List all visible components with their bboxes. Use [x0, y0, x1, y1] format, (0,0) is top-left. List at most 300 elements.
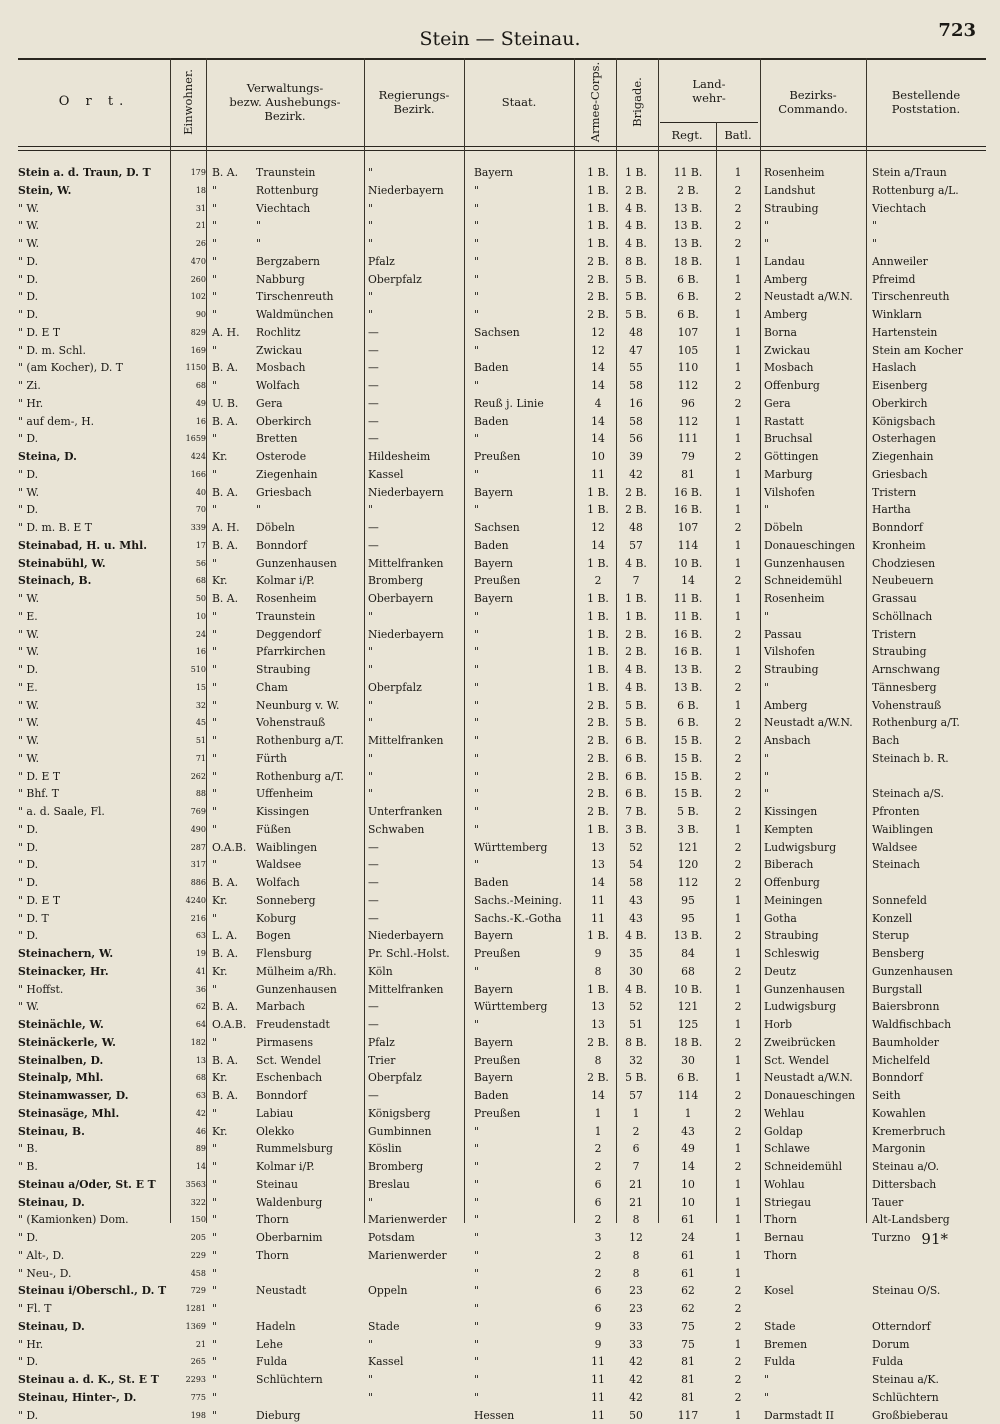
- brigade-cell: 48: [616, 324, 656, 342]
- bezirkscommando-cell: Ludwigsburg: [764, 839, 868, 857]
- brigade-cell: 50: [616, 1407, 656, 1424]
- staat-cell: Preußen: [474, 572, 574, 590]
- table-row: [0, 1336, 1000, 1354]
- einwohner-cell: 36: [170, 981, 206, 999]
- landwehr-batl-cell: 2: [718, 1353, 758, 1371]
- staat-cell: ": [474, 253, 574, 271]
- einwohner-cell: 68: [170, 1069, 206, 1087]
- table-row: [0, 200, 1000, 218]
- staat-cell: Baden: [474, 874, 574, 892]
- einwohner-cell: 49: [170, 395, 206, 413]
- bezirk-cell: ": [256, 217, 360, 235]
- poststation-cell: Fulda: [872, 1353, 992, 1371]
- armeecorps-cell: 2 B.: [578, 697, 618, 715]
- landwehr-batl-cell: 1: [718, 555, 758, 573]
- verwaltungsart-cell: Kr.: [212, 892, 256, 910]
- staat-cell: ": [474, 1123, 574, 1141]
- armeecorps-cell: 2: [578, 1158, 618, 1176]
- brigade-cell: 4 B.: [616, 679, 656, 697]
- ort-cell: Steinau a. d. K., St. E T: [18, 1371, 180, 1389]
- landwehr-regt-cell: 75: [660, 1318, 716, 1336]
- landwehr-regt-cell: 112: [660, 377, 716, 395]
- einwohner-cell: 216: [170, 910, 206, 928]
- table-row: [0, 714, 1000, 732]
- table-row: [0, 1016, 1000, 1034]
- einwohner-cell: 265: [170, 1353, 206, 1371]
- verwaltungsart-cell: B. A.: [212, 413, 256, 431]
- bezirkscommando-cell: Offenburg: [764, 874, 868, 892]
- regierungsbezirk-cell: Pfalz: [368, 1034, 464, 1052]
- brigade-cell: 52: [616, 839, 656, 857]
- armeecorps-cell: 13: [578, 856, 618, 874]
- landwehr-regt-cell: 61: [660, 1211, 716, 1229]
- landwehr-regt-cell: 121: [660, 998, 716, 1016]
- bezirk-cell: ": [256, 235, 360, 253]
- regierungsbezirk-cell: ": [368, 1336, 464, 1354]
- brigade-cell: 1: [616, 1105, 656, 1123]
- einwohner-cell: 26: [170, 235, 206, 253]
- einwohner-cell: 1150: [170, 359, 206, 377]
- bezirkscommando-cell: ": [764, 750, 868, 768]
- bezirk-cell: Freudenstadt: [256, 1016, 360, 1034]
- landwehr-batl-cell: 2: [718, 448, 758, 466]
- staat-cell: ": [474, 306, 574, 324]
- poststation-cell: Viechtach: [872, 200, 992, 218]
- armeecorps-cell: 14: [578, 359, 618, 377]
- verwaltungsart-cell: Kr.: [212, 963, 256, 981]
- landwehr-batl-cell: 1: [718, 821, 758, 839]
- regierungsbezirk-cell: ": [368, 1389, 464, 1407]
- regierungsbezirk-cell: Potsdam: [368, 1229, 464, 1247]
- landwehr-batl-cell: 1: [718, 697, 758, 715]
- regierungsbezirk-cell: —: [368, 395, 464, 413]
- verwaltungsart-cell: ": [212, 643, 256, 661]
- col-header-regt: Regt.: [658, 124, 716, 146]
- landwehr-batl-cell: 2: [718, 519, 758, 537]
- regierungsbezirk-cell: Niederbayern: [368, 626, 464, 644]
- poststation-cell: Großbieberau: [872, 1407, 992, 1424]
- table-row: [0, 981, 1000, 999]
- verwaltungsart-cell: ": [212, 1407, 256, 1424]
- table-row: [0, 288, 1000, 306]
- bezirkscommando-cell: Meiningen: [764, 892, 868, 910]
- brigade-cell: 51: [616, 1016, 656, 1034]
- poststation-cell: Tännesberg: [872, 679, 992, 697]
- landwehr-batl-cell: 2: [718, 874, 758, 892]
- poststation-cell: Vohenstrauß: [872, 697, 992, 715]
- brigade-cell: 58: [616, 377, 656, 395]
- ort-cell: " Bhf. T: [18, 785, 180, 803]
- col-header-batl: Batl.: [716, 124, 760, 146]
- verwaltungsart-cell: ": [212, 732, 256, 750]
- landwehr-batl-cell: 2: [718, 377, 758, 395]
- armeecorps-cell: 12: [578, 324, 618, 342]
- ort-cell: " W.: [18, 484, 180, 502]
- brigade-cell: 43: [616, 910, 656, 928]
- poststation-cell: Königsbach: [872, 413, 992, 431]
- verwaltungsart-cell: ": [212, 1247, 256, 1265]
- ort-cell: " D.: [18, 856, 180, 874]
- staat-cell: Bayern: [474, 590, 574, 608]
- table-row: [0, 910, 1000, 928]
- bezirkscommando-cell: Bruchsal: [764, 430, 868, 448]
- poststation-cell: Kremerbruch: [872, 1123, 992, 1141]
- staat-cell: Bayern: [474, 164, 574, 182]
- table-row: [0, 626, 1000, 644]
- poststation-cell: Kowahlen: [872, 1105, 992, 1123]
- table-row: [0, 1389, 1000, 1407]
- landwehr-regt-cell: 13 B.: [660, 679, 716, 697]
- armeecorps-cell: 1 B.: [578, 927, 618, 945]
- bezirkscommando-cell: Döbeln: [764, 519, 868, 537]
- signature-mark: 91*: [921, 1230, 948, 1248]
- brigade-cell: 5 B.: [616, 1069, 656, 1087]
- staat-cell: ": [474, 803, 574, 821]
- einwohner-cell: 17: [170, 537, 206, 555]
- staat-cell: ": [474, 768, 574, 786]
- ort-cell: " D.: [18, 874, 180, 892]
- landwehr-regt-cell: 13 B.: [660, 927, 716, 945]
- poststation-cell: Konzell: [872, 910, 992, 928]
- ort-cell: " D.: [18, 253, 180, 271]
- brigade-cell: 21: [616, 1194, 656, 1212]
- bezirk-cell: Kolmar i/P.: [256, 1158, 360, 1176]
- col-header-brigade: Brigade.: [616, 60, 658, 144]
- landwehr-regt-cell: 15 B.: [660, 785, 716, 803]
- einwohner-cell: 182: [170, 1034, 206, 1052]
- bezirk-cell: Zwickau: [256, 342, 360, 360]
- table-row: [0, 1123, 1000, 1141]
- einwohner-cell: 24: [170, 626, 206, 644]
- col-header-staat: Staat.: [464, 60, 574, 144]
- bezirkscommando-cell: Schleswig: [764, 945, 868, 963]
- landwehr-regt-cell: 61: [660, 1265, 716, 1283]
- verwaltungsart-cell: ": [212, 235, 256, 253]
- table-row: [0, 342, 1000, 360]
- bezirk-cell: Uffenheim: [256, 785, 360, 803]
- ort-cell: " D.: [18, 306, 180, 324]
- verwaltungsart-cell: ": [212, 1158, 256, 1176]
- einwohner-cell: 470: [170, 253, 206, 271]
- armeecorps-cell: 6: [578, 1194, 618, 1212]
- einwohner-cell: 51: [170, 732, 206, 750]
- regierungsbezirk-cell: Oberpfalz: [368, 679, 464, 697]
- staat-cell: ": [474, 1318, 574, 1336]
- regierungsbezirk-cell: Köln: [368, 963, 464, 981]
- poststation-cell: Rothenburg a/T.: [872, 714, 992, 732]
- table-row: [0, 998, 1000, 1016]
- ort-cell: " W.: [18, 235, 180, 253]
- brigade-cell: 57: [616, 1087, 656, 1105]
- einwohner-cell: 18: [170, 182, 206, 200]
- regierungsbezirk-cell: ": [368, 785, 464, 803]
- armeecorps-cell: 9: [578, 1318, 618, 1336]
- landwehr-regt-cell: 13 B.: [660, 235, 716, 253]
- landwehr-regt-cell: 6 B.: [660, 1069, 716, 1087]
- col-header-landwehr: Land- wehr-: [658, 60, 760, 122]
- regierungsbezirk-cell: —: [368, 892, 464, 910]
- table-row: [0, 572, 1000, 590]
- landwehr-regt-cell: 15 B.: [660, 768, 716, 786]
- bezirkscommando-cell: Neustadt a/W.N.: [764, 1069, 868, 1087]
- bezirk-cell: Pfarrkirchen: [256, 643, 360, 661]
- landwehr-batl-cell: 2: [718, 785, 758, 803]
- table-row: [0, 359, 1000, 377]
- brigade-cell: 23: [616, 1282, 656, 1300]
- ort-cell: " (am Kocher), D. T: [18, 359, 180, 377]
- staat-cell: Württemberg: [474, 998, 574, 1016]
- staat-cell: ": [474, 732, 574, 750]
- landwehr-batl-cell: 1: [718, 253, 758, 271]
- armeecorps-cell: 2 B.: [578, 288, 618, 306]
- table-row: [0, 1211, 1000, 1229]
- landwehr-batl-cell: 1: [718, 359, 758, 377]
- staat-cell: Bayern: [474, 484, 574, 502]
- bezirk-cell: Vohenstrauß: [256, 714, 360, 732]
- landwehr-regt-cell: 11 B.: [660, 608, 716, 626]
- staat-cell: Baden: [474, 413, 574, 431]
- brigade-cell: 42: [616, 1353, 656, 1371]
- landwehr-batl-cell: 1: [718, 1194, 758, 1212]
- landwehr-regt-cell: 11 B.: [660, 590, 716, 608]
- landwehr-batl-cell: 1: [718, 1229, 758, 1247]
- col-header-bezirkscommando: Bezirks- Commando.: [760, 60, 866, 144]
- landwehr-regt-cell: 16 B.: [660, 626, 716, 644]
- landwehr-batl-cell: 2: [718, 750, 758, 768]
- table-row: [0, 874, 1000, 892]
- bezirkscommando-cell: ": [764, 768, 868, 786]
- staat-cell: ": [474, 643, 574, 661]
- verwaltungsart-cell: ": [212, 1336, 256, 1354]
- bezirk-cell: Olekko: [256, 1123, 360, 1141]
- bezirk-cell: Marbach: [256, 998, 360, 1016]
- bezirkscommando-cell: Horb: [764, 1016, 868, 1034]
- verwaltungsart-cell: ": [212, 1140, 256, 1158]
- regierungsbezirk-cell: —: [368, 430, 464, 448]
- verwaltungsart-cell: ": [212, 271, 256, 289]
- poststation-cell: Baiersbronn: [872, 998, 992, 1016]
- table-row: [0, 1158, 1000, 1176]
- armeecorps-cell: 2 B.: [578, 1034, 618, 1052]
- poststation-cell: Haslach: [872, 359, 992, 377]
- landwehr-regt-cell: 125: [660, 1016, 716, 1034]
- armeecorps-cell: 1 B.: [578, 661, 618, 679]
- ort-cell: " D.: [18, 927, 180, 945]
- regierungsbezirk-cell: Bromberg: [368, 572, 464, 590]
- ort-cell: " auf dem-, H.: [18, 413, 180, 431]
- bezirk-cell: Neunburg v. W.: [256, 697, 360, 715]
- staat-cell: Preußen: [474, 448, 574, 466]
- bezirk-cell: Nabburg: [256, 271, 360, 289]
- armeecorps-cell: 10: [578, 448, 618, 466]
- col-header-verwaltung: Verwaltungs- bezw. Aushebungs- Bezirk.: [206, 60, 364, 144]
- armeecorps-cell: 2 B.: [578, 785, 618, 803]
- table-row: [0, 324, 1000, 342]
- regierungsbezirk-cell: —: [368, 856, 464, 874]
- bezirk-cell: Labiau: [256, 1105, 360, 1123]
- verwaltungsart-cell: ": [212, 555, 256, 573]
- col-header-ort: O r t.: [18, 60, 170, 144]
- verwaltungsart-cell: ": [212, 1211, 256, 1229]
- einwohner-cell: 169: [170, 342, 206, 360]
- table-row: [0, 377, 1000, 395]
- table-row: [0, 253, 1000, 271]
- bezirk-cell: Rothenburg a/T.: [256, 732, 360, 750]
- armeecorps-cell: 2: [578, 572, 618, 590]
- table-row: [0, 1176, 1000, 1194]
- landwehr-regt-cell: 120: [660, 856, 716, 874]
- landwehr-regt-cell: 81: [660, 466, 716, 484]
- table-row: [0, 1034, 1000, 1052]
- brigade-cell: 21: [616, 1176, 656, 1194]
- armeecorps-cell: 2 B.: [578, 714, 618, 732]
- regierungsbezirk-cell: Marienwerder: [368, 1247, 464, 1265]
- staat-cell: Sachs.-Meining.: [474, 892, 574, 910]
- landwehr-regt-cell: 15 B.: [660, 732, 716, 750]
- einwohner-cell: 490: [170, 821, 206, 839]
- einwohner-cell: 287: [170, 839, 206, 857]
- landwehr-regt-cell: 14: [660, 572, 716, 590]
- armeecorps-cell: 2 B.: [578, 253, 618, 271]
- staat-cell: ": [474, 1336, 574, 1354]
- bezirk-cell: Fulda: [256, 1353, 360, 1371]
- armeecorps-cell: 1 B.: [578, 235, 618, 253]
- bezirkscommando-cell: Fulda: [764, 1353, 868, 1371]
- staat-cell: Sachsen: [474, 324, 574, 342]
- brigade-cell: 1 B.: [616, 608, 656, 626]
- bezirkscommando-cell: Amberg: [764, 697, 868, 715]
- ort-cell: Steinau, B.: [18, 1123, 180, 1141]
- staat-cell: Baden: [474, 537, 574, 555]
- landwehr-batl-cell: 2: [718, 1034, 758, 1052]
- verwaltungsart-cell: B. A.: [212, 359, 256, 377]
- ort-cell: " D. E T: [18, 892, 180, 910]
- bezirk-cell: Griesbach: [256, 484, 360, 502]
- einwohner-cell: 21: [170, 1336, 206, 1354]
- regierungsbezirk-cell: Königsberg: [368, 1105, 464, 1123]
- table-row: [0, 555, 1000, 573]
- ort-cell: " D.: [18, 1353, 180, 1371]
- ort-cell: " D. T: [18, 910, 180, 928]
- regierungsbezirk-cell: Breslau: [368, 1176, 464, 1194]
- brigade-cell: 7: [616, 572, 656, 590]
- landwehr-regt-cell: 68: [660, 963, 716, 981]
- ort-cell: Steina, D.: [18, 448, 180, 466]
- brigade-cell: 2 B.: [616, 182, 656, 200]
- bezirkscommando-cell: Offenburg: [764, 377, 868, 395]
- armeecorps-cell: 2 B.: [578, 306, 618, 324]
- landwehr-regt-cell: 107: [660, 324, 716, 342]
- landwehr-regt-cell: 107: [660, 519, 716, 537]
- einwohner-cell: 13: [170, 1052, 206, 1070]
- table-row: [0, 217, 1000, 235]
- einwohner-cell: 15: [170, 679, 206, 697]
- armeecorps-cell: 2: [578, 1211, 618, 1229]
- landwehr-batl-cell: 2: [718, 1282, 758, 1300]
- einwohner-cell: 62: [170, 998, 206, 1016]
- staat-cell: ": [474, 714, 574, 732]
- landwehr-batl-cell: 1: [718, 590, 758, 608]
- table-row: [0, 1318, 1000, 1336]
- regierungsbezirk-cell: Niederbayern: [368, 484, 464, 502]
- ort-cell: " Zi.: [18, 377, 180, 395]
- bezirkscommando-cell: ": [764, 235, 868, 253]
- verwaltungsart-cell: ": [212, 288, 256, 306]
- verwaltungsart-cell: ": [212, 306, 256, 324]
- verwaltungsart-cell: ": [212, 1105, 256, 1123]
- bezirk-cell: Flensburg: [256, 945, 360, 963]
- bezirk-cell: Kissingen: [256, 803, 360, 821]
- staat-cell: ": [474, 1176, 574, 1194]
- landwehr-batl-cell: 2: [718, 963, 758, 981]
- bezirk-cell: Mosbach: [256, 359, 360, 377]
- staat-cell: ": [474, 1389, 574, 1407]
- verwaltungsart-cell: ": [212, 377, 256, 395]
- verwaltungsart-cell: O.A.B.: [212, 839, 256, 857]
- bezirk-cell: Waldsee: [256, 856, 360, 874]
- table-row: [0, 643, 1000, 661]
- ort-cell: " B.: [18, 1140, 180, 1158]
- poststation-cell: Steinach: [872, 856, 992, 874]
- poststation-cell: Alt-Landsberg: [872, 1211, 992, 1229]
- armeecorps-cell: 1: [578, 1123, 618, 1141]
- poststation-cell: Grassau: [872, 590, 992, 608]
- landwehr-regt-cell: 6 B.: [660, 271, 716, 289]
- landwehr-regt-cell: 18 B.: [660, 1034, 716, 1052]
- staat-cell: Bayern: [474, 1034, 574, 1052]
- landwehr-regt-cell: 16 B.: [660, 501, 716, 519]
- table-row: [0, 484, 1000, 502]
- einwohner-cell: 70: [170, 501, 206, 519]
- armeecorps-cell: 1 B.: [578, 679, 618, 697]
- regierungsbezirk-cell: ": [368, 697, 464, 715]
- brigade-cell: 33: [616, 1336, 656, 1354]
- ort-cell: Steinau, Hinter-, D.: [18, 1389, 180, 1407]
- brigade-cell: 8: [616, 1211, 656, 1229]
- poststation-cell: Bach: [872, 732, 992, 750]
- poststation-cell: Hartenstein: [872, 324, 992, 342]
- table-row: [0, 271, 1000, 289]
- brigade-cell: 5 B.: [616, 697, 656, 715]
- staat-cell: ": [474, 200, 574, 218]
- landwehr-batl-cell: 2: [718, 1371, 758, 1389]
- verwaltungsart-cell: B. A.: [212, 1087, 256, 1105]
- brigade-cell: 3 B.: [616, 821, 656, 839]
- bezirkscommando-cell: Goldap: [764, 1123, 868, 1141]
- bezirk-cell: Lehe: [256, 1336, 360, 1354]
- bezirkscommando-cell: ": [764, 1389, 868, 1407]
- verwaltungsart-cell: B. A.: [212, 1052, 256, 1070]
- armeecorps-cell: 11: [578, 466, 618, 484]
- landwehr-regt-cell: 15 B.: [660, 750, 716, 768]
- poststation-cell: Seith: [872, 1087, 992, 1105]
- table-row: [0, 430, 1000, 448]
- verwaltungsart-cell: ": [212, 785, 256, 803]
- bezirkscommando-cell: Marburg: [764, 466, 868, 484]
- poststation-cell: Tauer: [872, 1194, 992, 1212]
- staat-cell: ": [474, 1140, 574, 1158]
- table-row: [0, 501, 1000, 519]
- regierungsbezirk-cell: Mittelfranken: [368, 555, 464, 573]
- armeecorps-cell: 1 B.: [578, 182, 618, 200]
- landwehr-batl-cell: 2: [718, 1389, 758, 1407]
- bezirk-cell: Thorn: [256, 1247, 360, 1265]
- table-row: [0, 661, 1000, 679]
- armeecorps-cell: 2 B.: [578, 1069, 618, 1087]
- landwehr-batl-cell: 1: [718, 1052, 758, 1070]
- regierungsbezirk-cell: —: [368, 342, 464, 360]
- regierungsbezirk-cell: ": [368, 608, 464, 626]
